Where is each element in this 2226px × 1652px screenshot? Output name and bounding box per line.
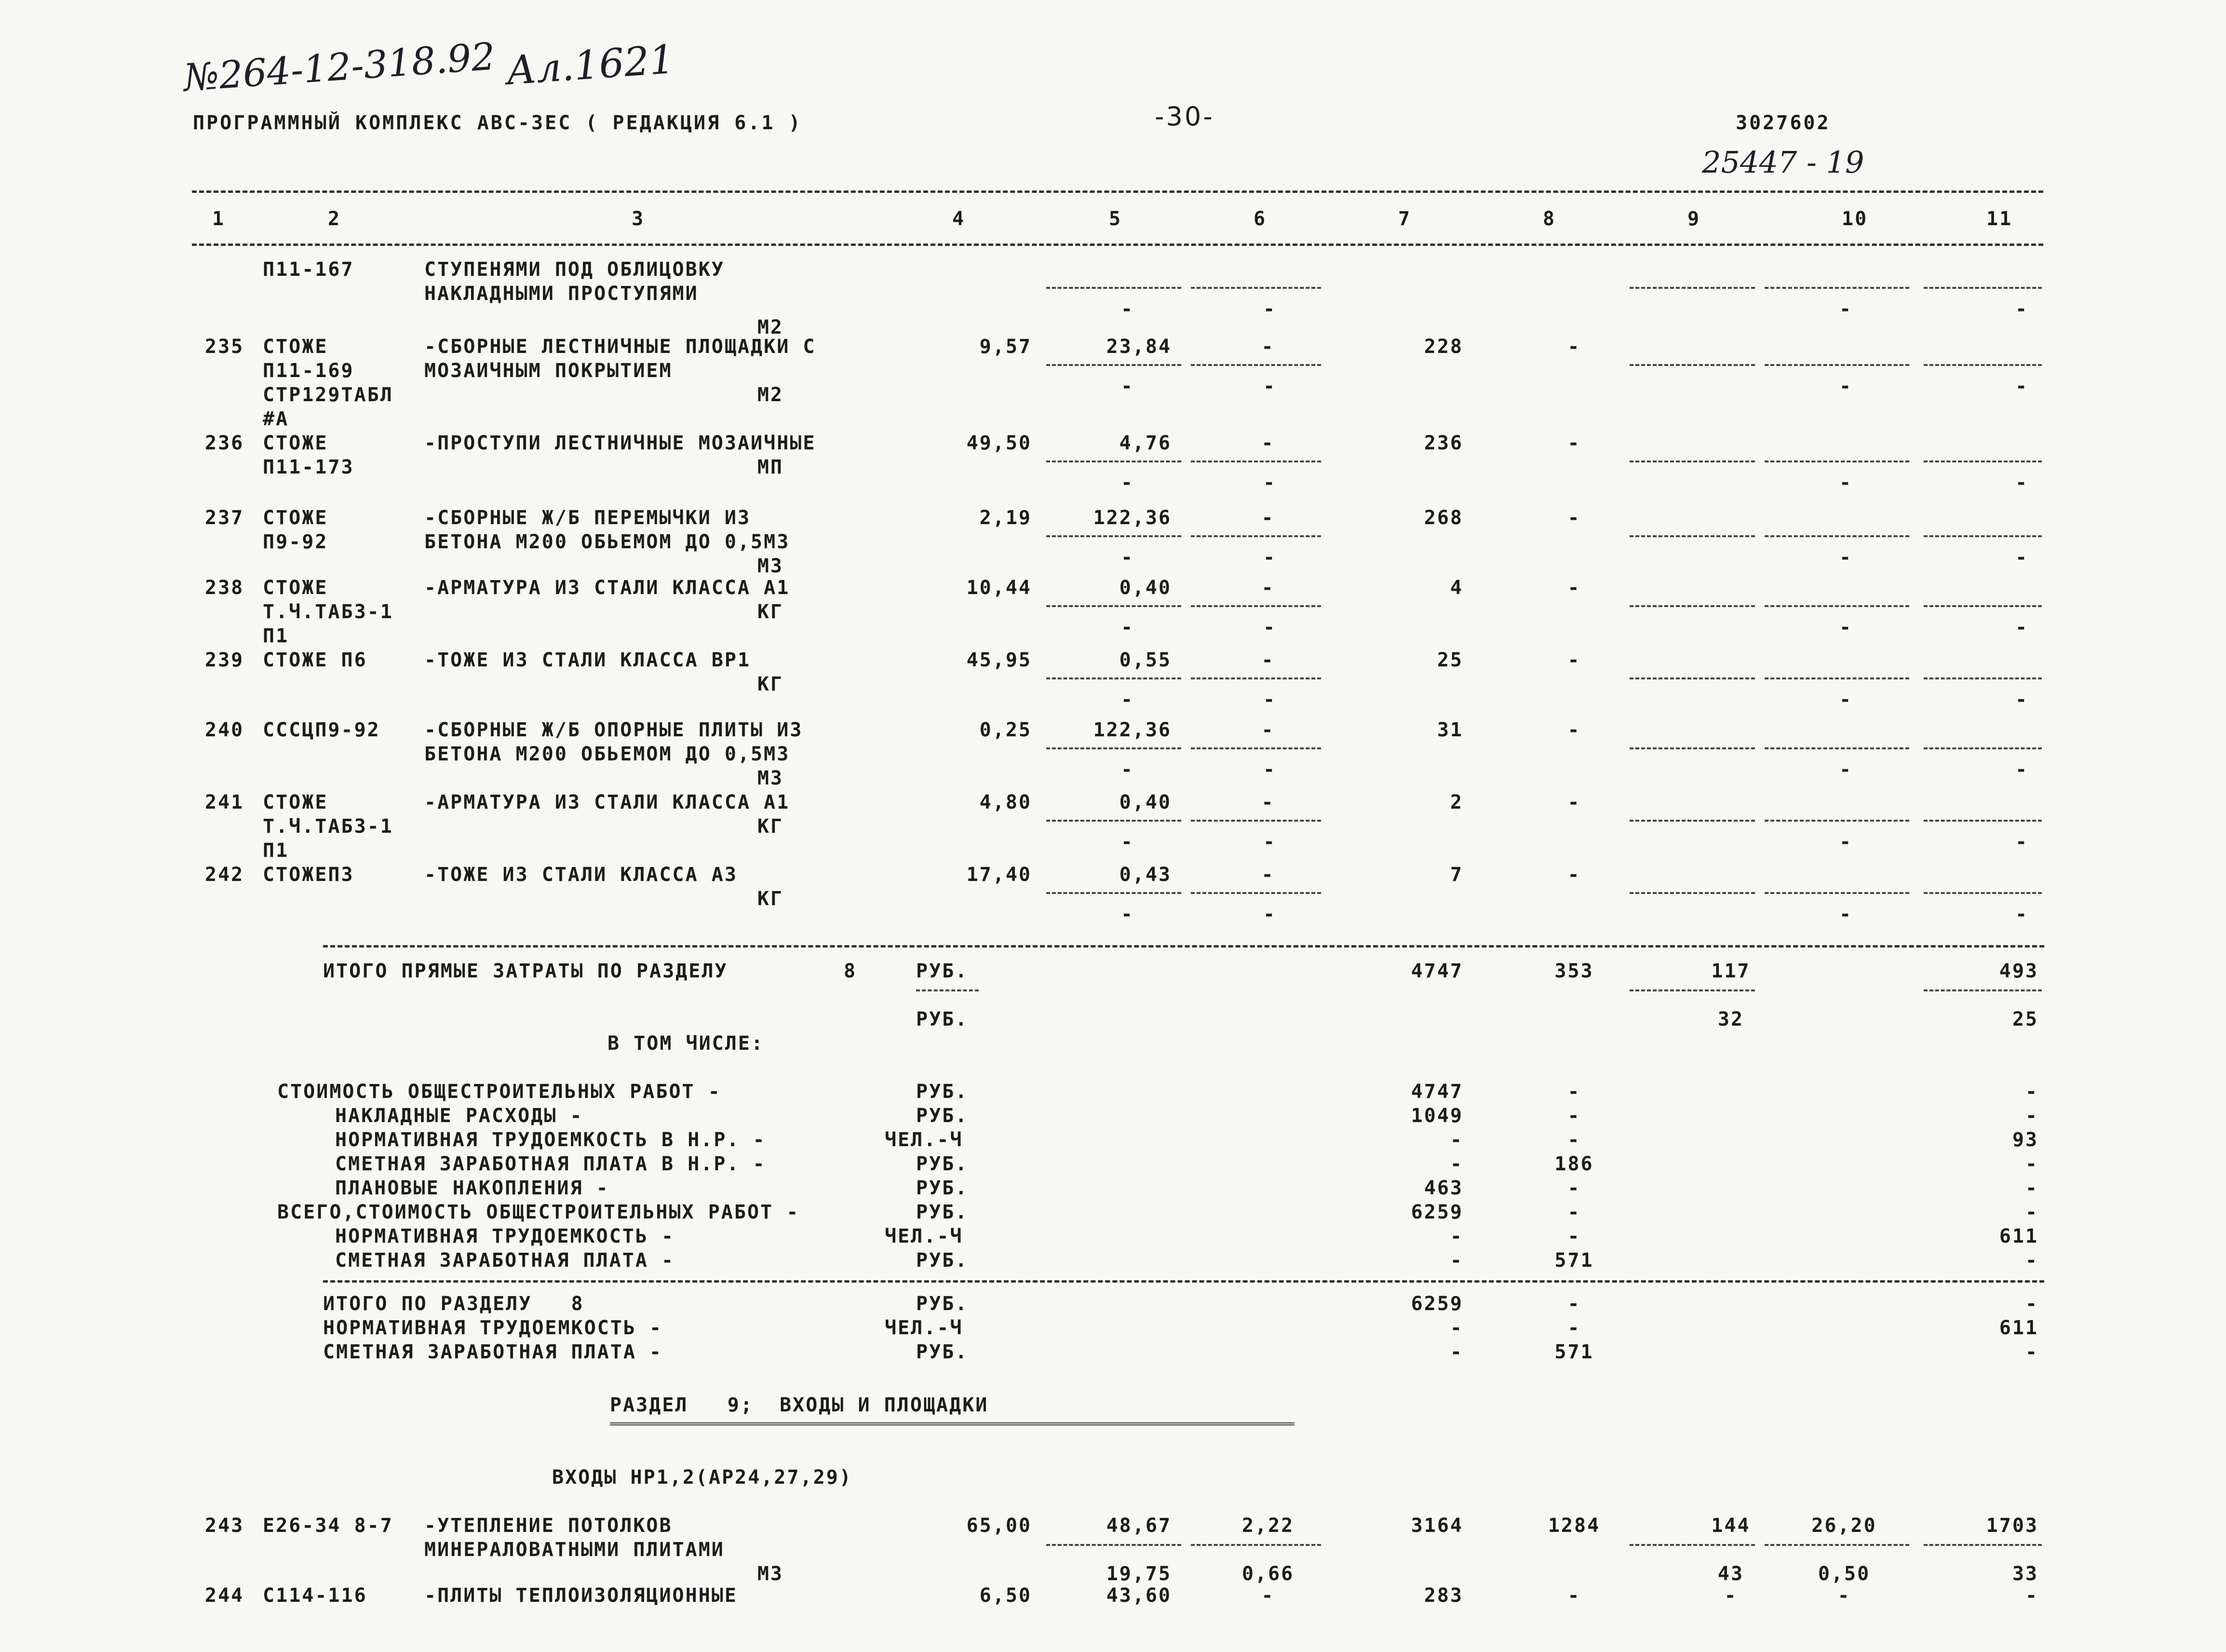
row-empty-mark: - xyxy=(1121,472,1133,494)
row-empty-mark: - xyxy=(1263,689,1275,711)
row-unit-price: 0,40 xyxy=(1119,791,1172,813)
row-unit-price: 48,67 xyxy=(1106,1515,1172,1537)
header-rule-bottom xyxy=(192,244,2043,246)
row-subline xyxy=(1630,460,1755,462)
row-empty-mark: - xyxy=(1121,375,1133,397)
row-total-cost: 31 xyxy=(1437,719,1463,741)
row-empty-mark: - xyxy=(1263,616,1275,638)
row-col11-b: 33 xyxy=(2012,1563,2038,1585)
row-code: СТОЖЕ xyxy=(263,577,328,599)
row-col8: - xyxy=(1567,577,1581,599)
section-total-col11: 611 xyxy=(1999,1317,2038,1339)
row-unit-price: 43,60 xyxy=(1106,1584,1172,1607)
total-direct-col9-b: 32 xyxy=(1717,1008,1744,1030)
row-col8: - xyxy=(1567,864,1581,886)
row-code: СТОЖЕП3 xyxy=(263,864,354,886)
row-empty-mark: - xyxy=(1121,689,1133,711)
row-unit-price: 0,40 xyxy=(1119,577,1172,599)
row-subline xyxy=(1191,892,1321,894)
totals-rule xyxy=(323,945,2044,948)
row-unit: М3 xyxy=(757,1563,783,1585)
row-subline xyxy=(1046,364,1181,366)
summary-col8: - xyxy=(1567,1129,1581,1151)
summary-label: НОРМАТИВНАЯ ТРУДОЕМКОСТЬ В Н.Р. - xyxy=(335,1129,766,1151)
row-subline xyxy=(1191,747,1321,749)
row-col6: - xyxy=(1261,649,1275,671)
row-subline xyxy=(1191,605,1321,607)
row-unit: М3 xyxy=(757,767,783,789)
row-empty-mark: - xyxy=(2015,375,2027,397)
row-quantity: 4,80 xyxy=(979,791,1032,813)
section-total-col8: - xyxy=(1567,1317,1581,1339)
summary-unit: РУБ. xyxy=(916,1249,969,1272)
column-header-4: 4 xyxy=(952,208,966,230)
row-quantity: 65,00 xyxy=(966,1515,1032,1537)
row-number: 237 xyxy=(205,507,244,529)
row-unit: КГ xyxy=(757,673,783,695)
row-col8: - xyxy=(1567,336,1581,358)
row-number: 240 xyxy=(205,719,244,741)
row-empty-mark: - xyxy=(2015,298,2027,320)
row-unit: М2 xyxy=(757,384,783,406)
row-number: 241 xyxy=(205,791,244,813)
row-name: -АРМАТУРА ИЗ СТАЛИ КЛАССА А1 xyxy=(424,791,790,813)
row-subline xyxy=(1046,535,1181,537)
page-number: -30- xyxy=(1155,101,1214,132)
row-subline xyxy=(1924,892,2042,894)
column-header-9: 9 xyxy=(1687,208,1701,230)
summary-col8: 571 xyxy=(1554,1249,1594,1272)
row-col11: - xyxy=(2025,1584,2038,1607)
row-code: П1 xyxy=(263,840,289,862)
summary-label: СМЕТНАЯ ЗАРАБОТНАЯ ПЛАТА - xyxy=(335,1249,675,1272)
row-col6: - xyxy=(1261,1584,1275,1607)
summary-col7: - xyxy=(1450,1225,1463,1247)
section-total-unit: РУБ. xyxy=(916,1341,969,1363)
row-subline xyxy=(1630,892,1755,894)
section-total-unit: РУБ. xyxy=(916,1293,969,1315)
handwritten-album: Ал.1621 xyxy=(505,36,676,95)
summary-unit: РУБ. xyxy=(916,1201,969,1223)
row-empty-mark: - xyxy=(2015,546,2027,569)
row-subline xyxy=(1191,535,1321,537)
row-code: СТОЖЕ xyxy=(263,336,328,358)
row-subline xyxy=(1046,460,1181,462)
row-empty-mark: - xyxy=(2015,616,2027,638)
row-empty-mark: - xyxy=(1263,298,1275,320)
row-empty-mark: - xyxy=(1839,546,1851,569)
row-col8: - xyxy=(1567,1584,1581,1607)
row-subline xyxy=(1924,460,2042,462)
row-code: СТР129ТАБЛ xyxy=(263,384,393,406)
row-quantity: 0,25 xyxy=(979,719,1032,741)
row-col11: 1703 xyxy=(1986,1515,2038,1537)
summary-unit: РУБ. xyxy=(916,1153,969,1175)
section-9-subtitle: ВХОДЫ НР1,2(АР24,27,29) xyxy=(552,1466,852,1489)
total-direct-section: 8 xyxy=(844,960,857,982)
row-code: СТОЖЕ П6 xyxy=(263,649,367,671)
summary-col8: - xyxy=(1567,1105,1581,1127)
row-code: П11-169 xyxy=(263,360,354,382)
row-code: СТОЖЕ xyxy=(263,432,328,454)
row-subline xyxy=(1046,820,1181,822)
row-total-cost: 25 xyxy=(1437,649,1463,671)
row-name: БЕТОНА М200 ОБЬЕМОМ ДО 0,5М3 xyxy=(424,743,790,765)
row-subline xyxy=(1191,677,1321,679)
row-subline xyxy=(1191,820,1321,822)
row-subline xyxy=(1765,747,1909,749)
summary-col11: - xyxy=(2025,1249,2038,1272)
row-total-cost: 4 xyxy=(1450,577,1463,599)
row-empty-mark: - xyxy=(1263,758,1275,781)
row-quantity: 9,57 xyxy=(979,336,1032,358)
section-total-label: ИТОГО ПО РАЗДЕЛУ 8 xyxy=(323,1293,584,1315)
section-total-col11: - xyxy=(2025,1341,2038,1363)
total-direct-col8: 353 xyxy=(1554,960,1594,982)
section-total-col7: - xyxy=(1450,1341,1463,1363)
summary-col11: - xyxy=(2025,1105,2038,1127)
total-direct-unit-2: РУБ. xyxy=(916,1008,969,1030)
row-empty-mark: - xyxy=(1263,472,1275,494)
total-direct-subline xyxy=(916,989,979,991)
summary-col11: - xyxy=(2025,1153,2038,1175)
row-col6: - xyxy=(1261,507,1275,529)
row-number: 238 xyxy=(205,577,244,599)
summary-col8: - xyxy=(1567,1177,1581,1199)
row-number: 243 xyxy=(205,1515,244,1537)
row-subline xyxy=(1765,820,1909,822)
row-col9-b: 43 xyxy=(1717,1563,1744,1585)
section-total-col8: 571 xyxy=(1554,1341,1594,1363)
row-name: -ПРОСТУПИ ЛЕСТНИЧНЫЕ МОЗАИЧНЫЕ xyxy=(424,432,816,454)
row-name: -СБОРНЫЕ Ж/Б ОПОРНЫЕ ПЛИТЫ ИЗ xyxy=(424,719,803,741)
column-header-3: 3 xyxy=(632,208,645,230)
summary-col7: 1049 xyxy=(1411,1105,1463,1127)
header-rule-top xyxy=(192,190,2043,193)
program-header: ПРОГРАММНЫЙ КОМПЛЕКС АВС-3ЕС ( РЕДАКЦИЯ 6.1 ) xyxy=(193,112,802,134)
row-unit: М3 xyxy=(757,555,783,577)
row-empty-mark: - xyxy=(1263,903,1275,925)
row-name: -СБОРНЫЕ ЛЕСТНИЧНЫЕ ПЛОЩАДКИ С xyxy=(424,336,816,358)
row-subline xyxy=(1630,1544,1755,1546)
row-col6: - xyxy=(1261,791,1275,813)
row-code: #А xyxy=(263,408,289,430)
row-subline xyxy=(1191,460,1321,462)
row-unit-price: 0,55 xyxy=(1119,649,1172,671)
row-col8: - xyxy=(1567,507,1581,529)
total-direct-col11-b: 25 xyxy=(2012,1008,2038,1030)
summary-col8: 186 xyxy=(1554,1153,1594,1175)
row-empty-mark: - xyxy=(1121,903,1133,925)
section-9-title-underline xyxy=(610,1422,1295,1425)
summary-col7: 6259 xyxy=(1411,1201,1463,1223)
row-empty-mark: - xyxy=(2015,758,2027,781)
row-quantity: 49,50 xyxy=(966,432,1032,454)
row-unit-price: 23,84 xyxy=(1106,336,1172,358)
summary-label: СТОИМОСТЬ ОБЩЕСТРОИТЕЛЬНЫХ РАБОТ - xyxy=(277,1081,721,1103)
row-empty-mark: - xyxy=(2015,689,2027,711)
summary-col7: - xyxy=(1450,1153,1463,1175)
row-subline xyxy=(1046,677,1181,679)
column-header-6: 6 xyxy=(1254,208,1267,230)
summary-col7: 463 xyxy=(1424,1177,1463,1199)
row-subline xyxy=(1765,460,1909,462)
row-subline xyxy=(1046,892,1181,894)
row-name: МИНЕРАЛОВАТНЫМИ ПЛИТАМИ xyxy=(424,1539,725,1561)
row-subline xyxy=(1924,820,2042,822)
row-col8: - xyxy=(1567,649,1581,671)
summary-label: ПЛАНОВЫЕ НАКОПЛЕНИЯ - xyxy=(335,1177,609,1199)
total-direct-unit: РУБ. xyxy=(916,960,969,982)
column-header-8: 8 xyxy=(1543,208,1556,230)
row-col6: - xyxy=(1261,577,1275,599)
row-subline xyxy=(1765,892,1909,894)
row-empty-mark: - xyxy=(1121,546,1133,569)
row-empty-mark: - xyxy=(1839,758,1851,781)
row-subline xyxy=(1765,535,1909,537)
row-empty-mark: - xyxy=(2015,831,2027,853)
summary-col11: 611 xyxy=(1999,1225,2038,1247)
section-total-label: НОРМАТИВНАЯ ТРУДОЕМКОСТЬ - xyxy=(323,1317,663,1339)
row-subline xyxy=(1924,1544,2042,1546)
row-quantity: 2,19 xyxy=(979,507,1032,529)
row-subline xyxy=(1765,677,1909,679)
row-unit-price: 4,76 xyxy=(1119,432,1172,454)
section-9-title: РАЗДЕЛ 9; ВХОДЫ И ПЛОЩАДКИ xyxy=(610,1394,989,1416)
row-empty-mark: - xyxy=(1121,831,1133,853)
row-col9: - xyxy=(1724,1584,1738,1607)
summary-unit: РУБ. xyxy=(916,1081,969,1103)
row-col10-b: 0,50 xyxy=(1818,1563,1871,1585)
row-subline xyxy=(1630,364,1755,366)
row-name: -ТОЖЕ ИЗ СТАЛИ КЛАССА А3 xyxy=(424,864,738,886)
row-col6: - xyxy=(1261,864,1275,886)
column-header-10: 10 xyxy=(1842,208,1868,230)
row-code: Т.Ч.ТАБ3-1 xyxy=(263,601,393,623)
row-subline xyxy=(1924,535,2042,537)
row-total-cost: 3164 xyxy=(1411,1515,1463,1537)
row-number: 236 xyxy=(205,432,244,454)
row-col8: - xyxy=(1567,791,1581,813)
row-total-cost: 283 xyxy=(1424,1584,1463,1607)
row-subline xyxy=(1765,287,1909,289)
row-empty-mark: - xyxy=(1263,375,1275,397)
section-total-col7: 6259 xyxy=(1411,1293,1463,1315)
row-unit-price: 122,36 xyxy=(1093,719,1172,741)
row-col6: 2,22 xyxy=(1241,1515,1295,1537)
row-quantity: 10,44 xyxy=(966,577,1032,599)
row-empty-mark: - xyxy=(1839,298,1851,320)
row-unit-price: 122,36 xyxy=(1093,507,1172,529)
summary-col8: - xyxy=(1567,1201,1581,1223)
row-subline xyxy=(1630,677,1755,679)
row-subline xyxy=(1765,605,1909,607)
summary-unit: ЧЕЛ.-Ч xyxy=(885,1225,963,1247)
row-empty-mark: - xyxy=(1121,298,1133,320)
section-total-unit: ЧЕЛ.-Ч xyxy=(885,1317,963,1339)
handwritten-doc-number: №264-12-318.92 xyxy=(182,35,497,100)
row-total-cost: 268 xyxy=(1424,507,1463,529)
section-total-col11: - xyxy=(2025,1293,2038,1315)
document-code: 3027602 xyxy=(1736,112,1831,134)
row-empty-mark: - xyxy=(1839,616,1851,638)
row-unit: КГ xyxy=(757,815,783,838)
row-col8: - xyxy=(1567,719,1581,741)
column-header-11: 11 xyxy=(1986,208,2013,230)
total-direct-col7: 4747 xyxy=(1411,960,1463,982)
row-subline xyxy=(1046,287,1181,289)
including-label: В ТОМ ЧИСЛЕ: xyxy=(607,1032,764,1055)
row-name: БЕТОНА М200 ОБЬЕМОМ ДО 0,5М3 xyxy=(424,531,790,553)
section-total-label: СМЕТНАЯ ЗАРАБОТНАЯ ПЛАТА - xyxy=(323,1341,663,1363)
row-subline xyxy=(1765,364,1909,366)
row-name: -СБОРНЫЕ Ж/Б ПЕРЕМЫЧКИ ИЗ xyxy=(424,507,751,529)
summary-unit: РУБ. xyxy=(916,1177,969,1199)
summary-col7: 4747 xyxy=(1411,1081,1463,1103)
row-code: П1 xyxy=(263,625,289,647)
summary-unit: РУБ. xyxy=(916,1105,969,1127)
row-name: -УТЕПЛЕНИЕ ПОТОЛКОВ xyxy=(424,1515,673,1537)
summary-col11: - xyxy=(2025,1201,2038,1223)
row-code: СССЦП9-92 xyxy=(263,719,380,741)
total-direct-col9: 117 xyxy=(1711,960,1751,982)
row-unit-price-b: 19,75 xyxy=(1106,1563,1172,1585)
handwritten-code: 25447 - 19 xyxy=(1702,145,1864,180)
column-header-7: 7 xyxy=(1398,208,1412,230)
row-subline xyxy=(1630,747,1755,749)
row-subline xyxy=(1924,747,2042,749)
row-col8: 1284 xyxy=(1548,1515,1601,1537)
summary-col8: - xyxy=(1567,1081,1581,1103)
row-code: С114-116 xyxy=(263,1584,367,1607)
summary-col11: - xyxy=(2025,1177,2038,1199)
summary-label: НАКЛАДНЫЕ РАСХОДЫ - xyxy=(335,1105,583,1127)
row-subline xyxy=(1765,1544,1909,1546)
row-subline xyxy=(1191,287,1321,289)
total-direct-subline xyxy=(1924,989,2042,991)
summary-unit: ЧЕЛ.-Ч xyxy=(885,1129,963,1151)
row-code: Е26-34 8-7 xyxy=(263,1515,393,1537)
row-name: СТУПЕНЯМИ ПОД ОБЛИЦОВКУ xyxy=(424,258,725,281)
row-code: СТОЖЕ xyxy=(263,507,328,529)
row-empty-mark: - xyxy=(1121,758,1133,781)
row-unit: КГ xyxy=(757,888,783,910)
row-total-cost: 2 xyxy=(1450,791,1463,813)
row-col6: - xyxy=(1261,719,1275,741)
row-unit: МП xyxy=(757,456,783,478)
row-total-cost: 7 xyxy=(1450,864,1463,886)
summary-label: НОРМАТИВНАЯ ТРУДОЕМКОСТЬ - xyxy=(335,1225,675,1247)
row-subline xyxy=(1630,535,1755,537)
row-subline xyxy=(1630,287,1755,289)
row-col10: - xyxy=(1837,1584,1851,1607)
row-subline xyxy=(1191,1544,1321,1546)
row-subline xyxy=(1191,364,1321,366)
row-subline xyxy=(1630,820,1755,822)
row-subline xyxy=(1630,605,1755,607)
row-name: -ТОЖЕ ИЗ СТАЛИ КЛАССА ВР1 xyxy=(424,649,751,671)
row-col8: - xyxy=(1567,432,1581,454)
row-quantity: 17,40 xyxy=(966,864,1032,886)
section-total-col8: - xyxy=(1567,1293,1581,1315)
row-subline xyxy=(1924,287,2042,289)
section-total-col7: - xyxy=(1450,1317,1463,1339)
row-empty-mark: - xyxy=(2015,472,2027,494)
row-empty-mark: - xyxy=(1263,546,1275,569)
row-subline xyxy=(1046,605,1181,607)
row-unit-price: 0,43 xyxy=(1119,864,1172,886)
row-code: П11-173 xyxy=(263,456,354,478)
row-empty-mark: - xyxy=(1839,831,1851,853)
row-code: СТОЖЕ xyxy=(263,791,328,813)
column-header-1: 1 xyxy=(212,208,226,230)
row-name: -АРМАТУРА ИЗ СТАЛИ КЛАССА А1 xyxy=(424,577,790,599)
row-col6-b: 0,66 xyxy=(1241,1563,1295,1585)
row-code: Т.Ч.ТАБ3-1 xyxy=(263,815,393,838)
row-number: 244 xyxy=(205,1584,244,1607)
summary-label: СМЕТНАЯ ЗАРАБОТНАЯ ПЛАТА В Н.Р. - xyxy=(335,1153,766,1175)
row-number: 239 xyxy=(205,649,244,671)
total-direct-subline xyxy=(1630,989,1755,991)
summary-col7: - xyxy=(1450,1129,1463,1151)
summary-col11: 93 xyxy=(2012,1129,2038,1151)
row-unit: КГ xyxy=(757,601,783,623)
row-empty-mark: - xyxy=(1839,472,1851,494)
row-subline xyxy=(1046,747,1181,749)
row-subline xyxy=(1924,605,2042,607)
summary-label: ВСЕГО,СТОИМОСТЬ ОБЩЕСТРОИТЕЛЬНЫХ РАБОТ - xyxy=(277,1201,800,1223)
row-empty-mark: - xyxy=(1839,903,1851,925)
row-col6: - xyxy=(1261,432,1275,454)
row-quantity: 45,95 xyxy=(966,649,1032,671)
row-quantity: 6,50 xyxy=(979,1584,1032,1607)
column-header-5: 5 xyxy=(1109,208,1122,230)
row-number: 242 xyxy=(205,864,244,886)
row-total-cost: 228 xyxy=(1424,336,1463,358)
row-number: 235 xyxy=(205,336,244,358)
row-empty-mark: - xyxy=(1263,831,1275,853)
row-empty-mark: - xyxy=(1121,616,1133,638)
summary-col11: - xyxy=(2025,1081,2038,1103)
row-subline xyxy=(1924,677,2042,679)
row-code: П9-92 xyxy=(263,531,328,553)
row-col9: 144 xyxy=(1711,1515,1751,1537)
row-code: П11-167 xyxy=(263,258,354,281)
row-name: -ПЛИТЫ ТЕПЛОИЗОЛЯЦИОННЫЕ xyxy=(424,1584,738,1607)
summary-col7: - xyxy=(1450,1249,1463,1272)
column-header-2: 2 xyxy=(328,208,341,230)
row-col6: - xyxy=(1261,336,1275,358)
row-unit: М2 xyxy=(757,316,783,339)
row-empty-mark: - xyxy=(1839,689,1851,711)
row-empty-mark: - xyxy=(2015,903,2027,925)
summary-col8: - xyxy=(1567,1225,1581,1247)
total-direct-label: ИТОГО ПРЯМЫЕ ЗАТРАТЫ ПО РАЗДЕЛУ xyxy=(323,960,728,982)
section-total-rule xyxy=(323,1280,2044,1283)
total-direct-col11: 493 xyxy=(1999,960,2038,982)
row-col10: 26,20 xyxy=(1811,1515,1877,1537)
row-subline xyxy=(1046,1544,1181,1546)
row-empty-mark: - xyxy=(1839,375,1851,397)
row-subline xyxy=(1924,364,2042,366)
row-name: НАКЛАДНЫМИ ПРОСТУПЯМИ xyxy=(424,283,699,305)
row-name: МОЗАИЧНЫМ ПОКРЫТИЕМ xyxy=(424,360,673,382)
row-total-cost: 236 xyxy=(1424,432,1463,454)
